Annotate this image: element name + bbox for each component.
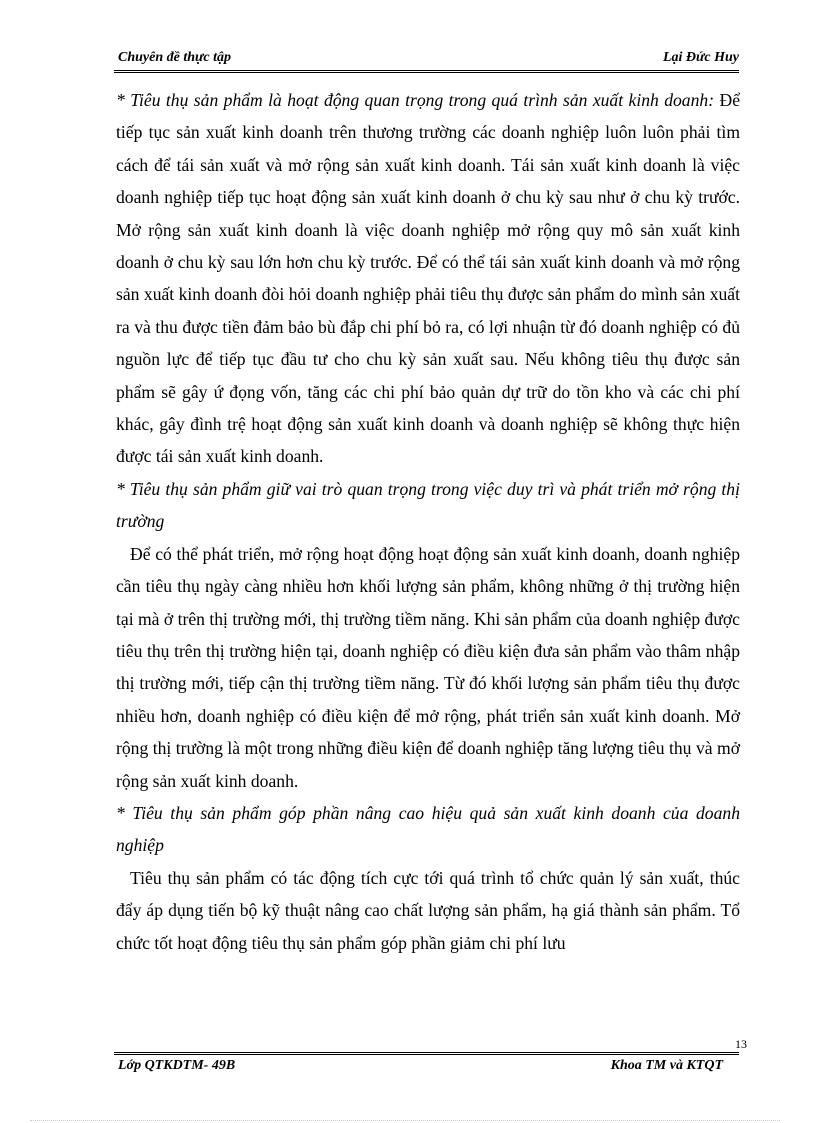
section-1-heading: * Tiêu thụ sản phẩm là hoạt động quan trọng trong quá trình sản xuất kinh doanh: [116,90,715,110]
section-1-body: Để tiếp tục sản xuất kinh doanh trên thương trường các doanh nghiệp luôn luôn phải tìm cách để tái sản xuất và mở rộng sản xuất kinh doanh. Tái sản xuất kinh doanh là việc doanh nghiệp tiếp tục hoạt động sản xuất kinh doanh ở chu kỳ sau như ở chu kỳ trước. Mở rộng sản xuất kinh doanh là việc doanh nghiệp mở rộng quy mô sản xuất kinh doanh ở chu kỳ sau lớn hơn chu kỳ trước. Để có thể tái sản xuất kinh doanh và mở rộng sản xuất kinh doanh đòi hỏi doanh nghiệp phải tiêu thụ được sản phẩm do mình sản xuất ra và thu được tiền đảm bảo bù đắp chi phí bỏ ra, có lợi nhuận từ đó doanh nghiệp có đủ nguồn lực để tiếp tục đầu tư cho chu kỳ sản xuất sau. Nếu không tiêu thụ được sản phẩm sẽ gây ứ đọng vốn, tăng các chi phí bảo quản dự trữ do tồn kho và các chi phí khác, gây đình trệ hoạt động sản xuất kinh doanh và doanh nghiệp sẽ không thực hiện được tái sản xuất kinh doanh. [116,90,740,467]
page-header [114,50,739,70]
footer-divider [114,1052,739,1055]
page-number: 13 [735,1037,747,1051]
page-footer [114,1058,739,1078]
section-3-heading: * Tiêu thụ sản phẩm góp phần nâng cao hiệu quả sản xuất kinh doanh của doanh nghiệp [116,802,740,856]
footer-class-label: Lớp QTKDTM- 49B [118,1058,236,1073]
header-divider [114,70,739,73]
header-author: Lại Đức Huy [662,50,739,65]
page-bottom-dotted-line [30,1120,780,1121]
footer-faculty-label: Khoa TM và KTQT [610,1058,723,1073]
header-left-title: Chuyên đề thực tập [118,50,232,65]
document-body [116,84,740,959]
section-2-body: Để có thể phát triển, mở rộng hoạt động hoạt động sản xuất kinh doanh, doanh nghiệp cần tiêu thụ ngày càng nhiều hơn khối lượng sản phẩm, không những ở thị trường hiện tại mà ở trên thị trường mới, thị trường tiềm năng. Khi sản phẩm của doanh nghiệp được tiêu thụ trên thị trường hiện tại, doanh nghiệp có điều kiện đưa sản phẩm vào thâm nhập thị trường mới, tiếp cận thị trường tiềm năng. Từ đó khối lượng sản phẩm tiêu thụ được nhiều hơn, doanh nghiệp có điều kiện để mở rộng, phát triển sản xuất kinh doanh. Mở rộng thị trường là một trong những điều kiện để doanh nghiệp tăng lượng tiêu thụ và mở rộng sản xuất kinh doanh. [116,543,740,791]
section-1 [116,84,740,473]
section-2-heading: * Tiêu thụ sản phẩm giữ vai trò quan trọng trong việc duy trì và phát triển mở rộng thị trường [116,478,740,532]
section-3-body: Tiêu thụ sản phẩm có tác động tích cực tới quá trình tổ chức quản lý sản xuất, thúc đẩy áp dụng tiến bộ kỹ thuật nâng cao chất lượng sản phẩm, hạ giá thành sản phẩm. Tổ chức tốt hoạt động tiêu thụ sản phẩm góp phần giảm chi phí lưu [116,867,740,953]
